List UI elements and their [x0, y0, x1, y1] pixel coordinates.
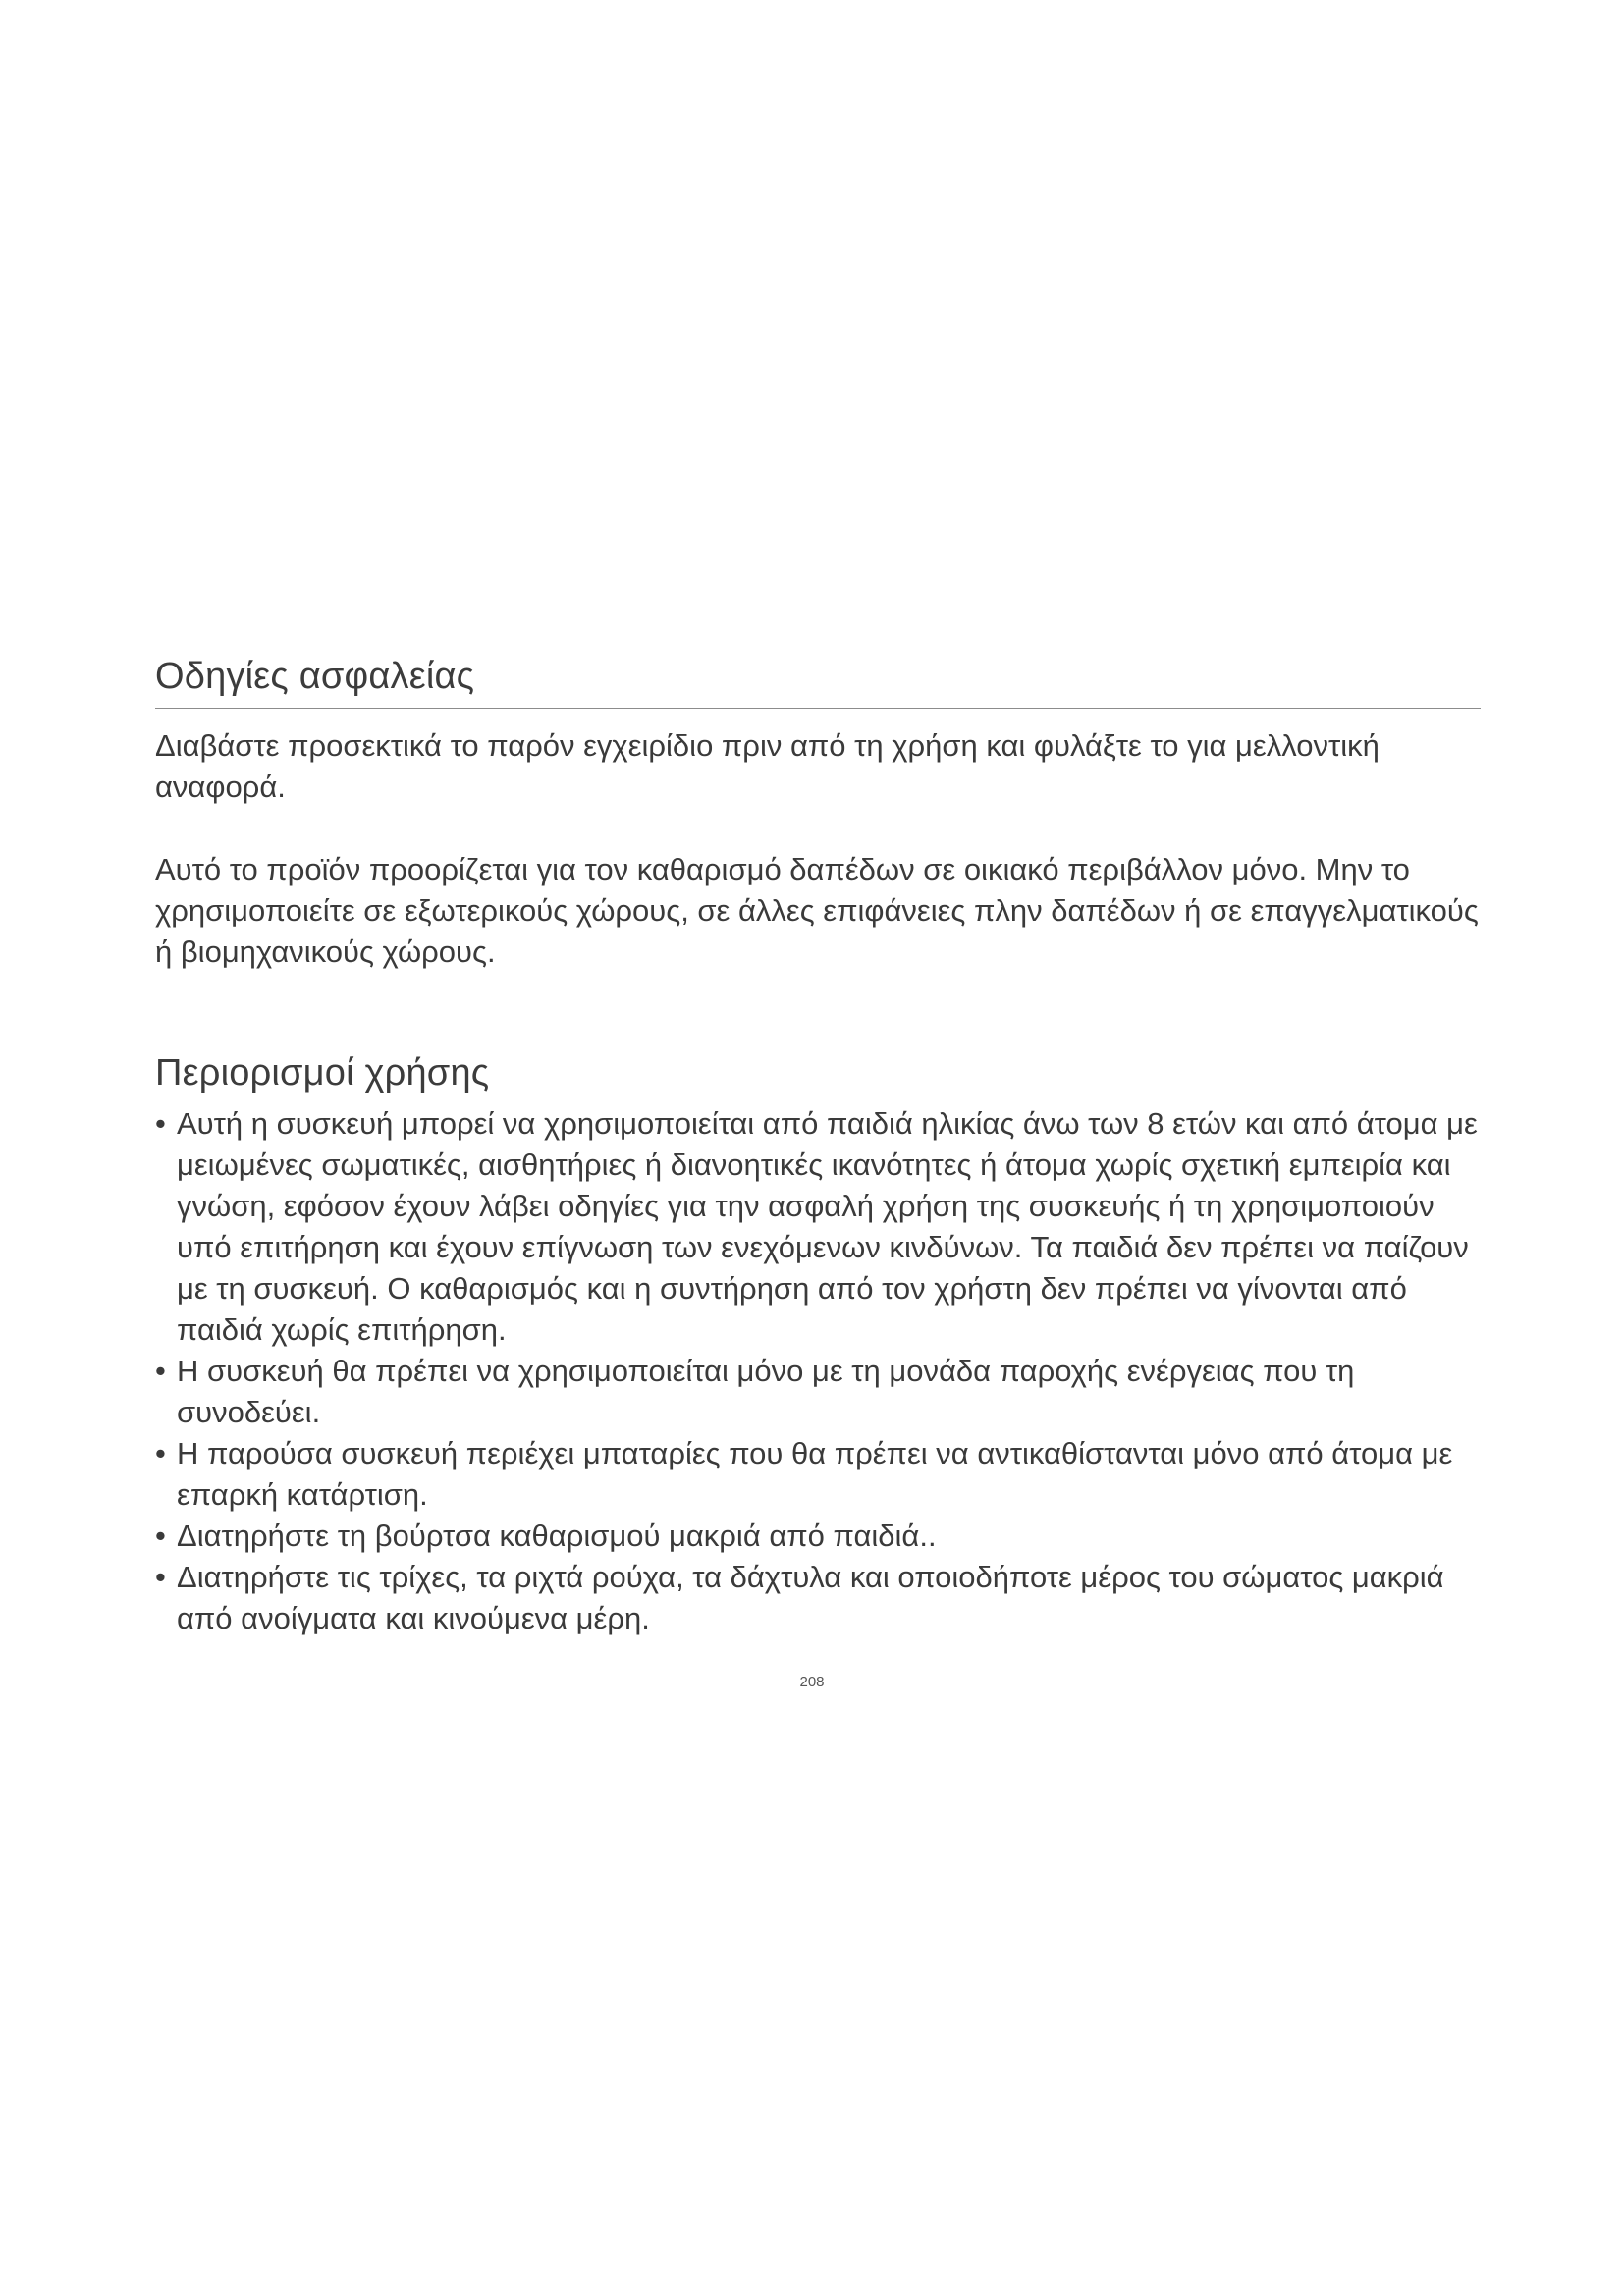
list-item-text: Αυτή η συσκευή μπορεί να χρησιμοποιείται από παιδιά ηλικίας άνω των 8 ετών και από άτομα με μειωμένες σωματικές, αισθητήριες ή διανοητικές ικανότητες ή άτομα χωρίς σχετική εμπειρία και γνώση, εφόσον έχουν λάβει οδηγίες για την ασφαλή χρήση της συσκευής ή τη χρησιμοποιούν υπό επιτήρηση και έχουν επίγνωση των ενεχόμενων κινδύνων. Τα παιδιά δεν πρέπει να παίζουν με τη συσκευή. Ο καθαρισμός και η συντήρηση από τον χρήστη δεν πρέπει να γίνονται από παιδιά χωρίς επιτήρηση. [177, 1106, 1478, 1347]
restrictions-title: Περιορισμοί χρήσης [155, 1052, 490, 1094]
page-number: 208 [799, 1674, 825, 1690]
bullet-icon: • [155, 1436, 166, 1470]
safety-paragraph-intended-use: Αυτό το προϊόν προορίζεται για τον καθαρισμό δαπέδων σε οικιακό περιβάλλον μόνο. Μην το χρησιμοποιείτε σε εξωτερικούς χώρους, σε άλλες επιφάνειες πλην δαπέδων ή σε επαγγελματικούς ή βιομηχανικούς χώρους. [155, 852, 1479, 969]
list-item-text: Διατηρήστε τις τρίχες, τα ριχτά ρούχα, τα δάχτυλα και οποιοδήποτε μέρος του σώματος μακριά από ανοίγματα και κινούμενα μέρη. [177, 1560, 1444, 1635]
safety-paragraph-read-manual: Διαβάστε προσεκτικά το παρόν εγχειρίδιο πριν από τη χρήση και φυλάξτε το για μελλοντική αναφορά. [155, 728, 1380, 804]
bullet-icon: • [155, 1560, 166, 1594]
list-item [155, 1103, 1481, 1351]
restrictions-list [155, 1103, 1481, 1639]
title-divider [155, 708, 1481, 709]
list-item [155, 1516, 1481, 1557]
list-item [155, 1351, 1481, 1433]
bullet-icon: • [155, 1106, 166, 1141]
bullet-icon: • [155, 1519, 166, 1553]
list-item [155, 1433, 1481, 1516]
list-item-text: Η συσκευή θα πρέπει να χρησιμοποιείται μόνο με τη μονάδα παροχής ενέργειας που τη συνοδεύει. [177, 1354, 1355, 1429]
list-item-text: Η παρούσα συσκευή περιέχει μπαταρίες που θα πρέπει να αντικαθίστανται μόνο από άτομα με επαρκή κατάρτιση. [177, 1436, 1453, 1512]
page-content [155, 652, 1481, 1639]
list-item-text: Διατηρήστε τη βούρτσα καθαρισμού μακριά από παιδιά.. [177, 1519, 937, 1553]
safety-title: Οδηγίες ασφαλείας [155, 656, 475, 697]
bullet-icon: • [155, 1354, 166, 1388]
list-item [155, 1557, 1481, 1639]
